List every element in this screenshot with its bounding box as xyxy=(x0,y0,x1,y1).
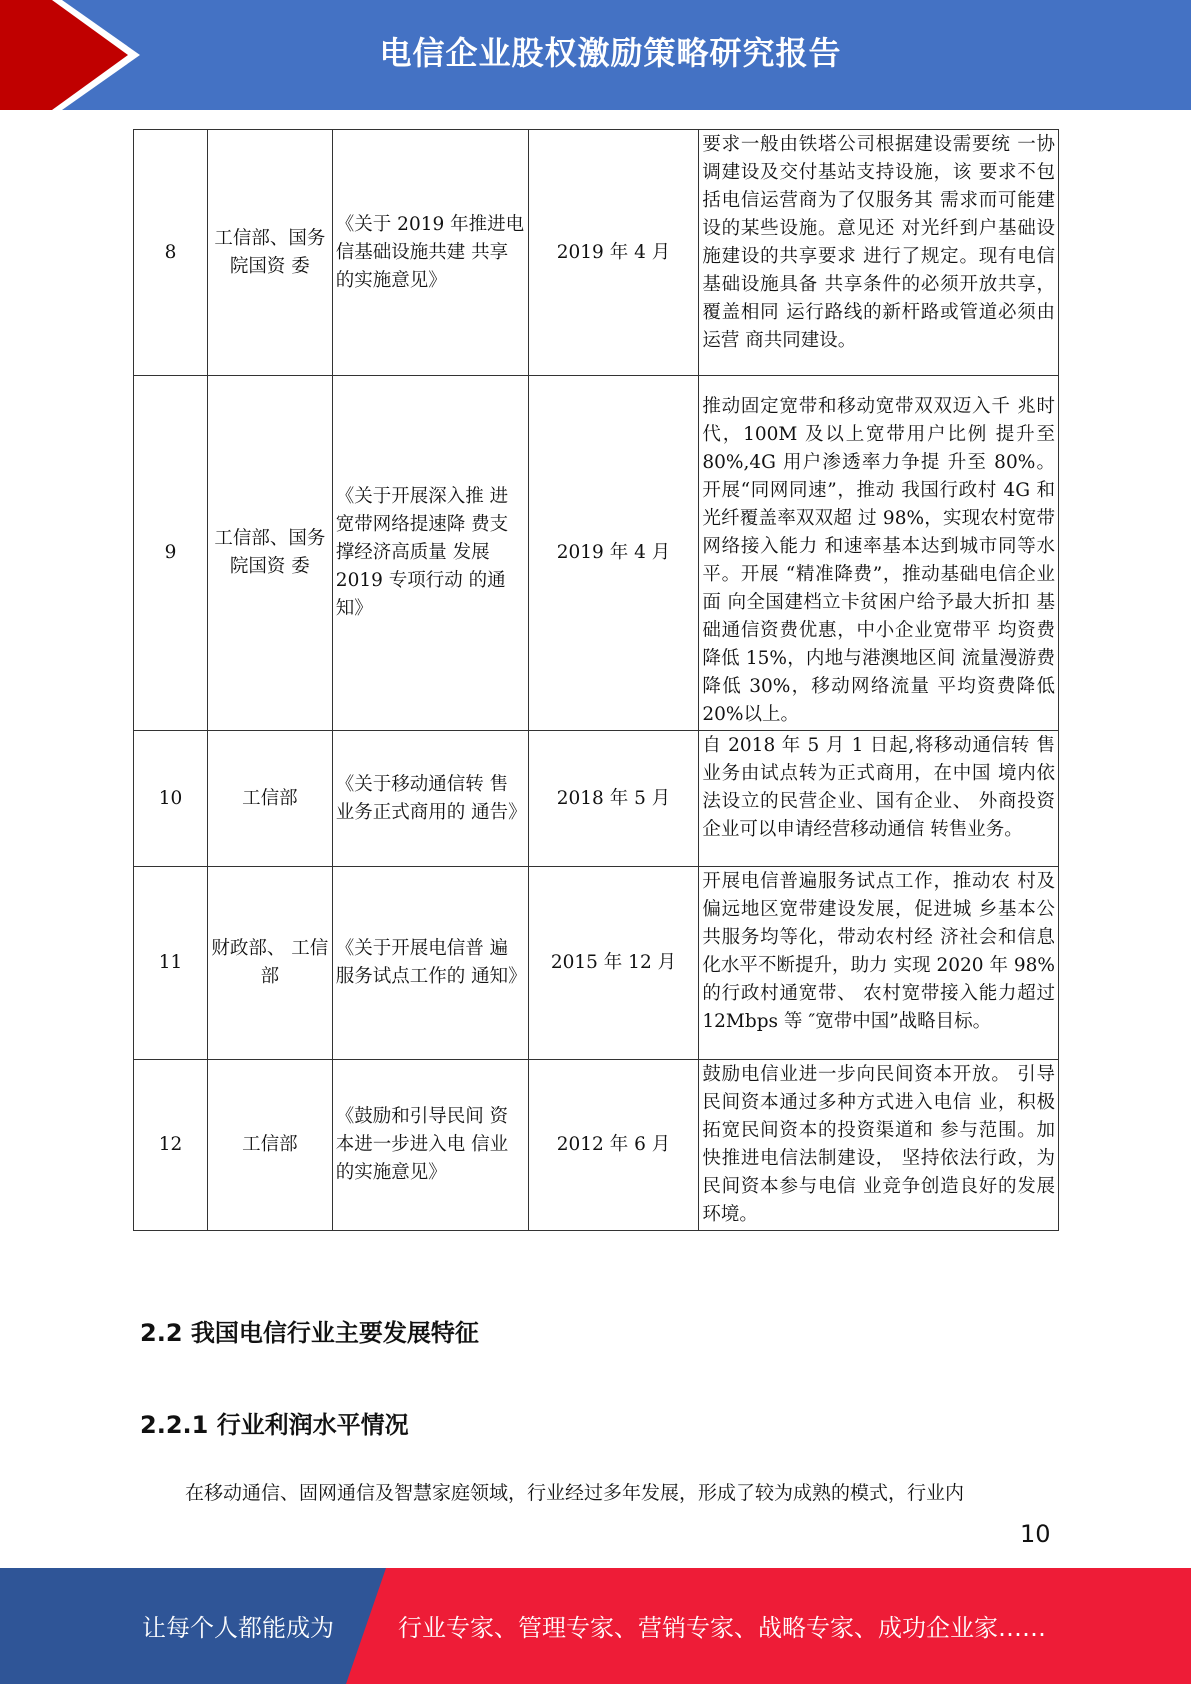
page-number: 10 xyxy=(1020,1520,1051,1548)
body-paragraph: 在移动通信、固网通信及智慧家庭领域，行业经过多年发展，形成了较为成熟的模式，行业内 xyxy=(185,1482,965,1504)
issue-date: 2015 年 12 月 xyxy=(528,867,699,1060)
row-number: 8 xyxy=(134,130,208,376)
policy-document: 《关于开展电信普 遍服务试点工作的 通知》 xyxy=(332,867,528,1060)
policy-document: 《关于开展深入推 进宽带网络提速降 费支撑经济高质量 发展 2019 专项行动 的通知》 xyxy=(332,376,528,731)
issue-date: 2012 年 6 月 xyxy=(528,1060,699,1231)
subsection-heading: 2.2.1 行业利润水平情况 xyxy=(140,1411,409,1439)
table-row xyxy=(134,867,1059,1060)
issuing-department: 工信部、国务院国资 委 xyxy=(207,130,332,376)
table-row xyxy=(134,731,1059,867)
page-footer xyxy=(0,1568,1191,1684)
row-number: 9 xyxy=(134,376,208,731)
policy-content: 鼓励电信业进一步向民间资本开放。 引导民间资本通过多种方式进入电信 业，积极拓宽民间资本的投资渠道和 参与范围。加快推进电信法制建设， 坚持依法行政，为民间资本参与电信 业竞争创造良好的发展环境。 xyxy=(699,1060,1059,1231)
footer-slogan-left: 让每个人都能成为 xyxy=(142,1614,334,1642)
issue-date: 2018 年 5 月 xyxy=(528,731,699,867)
policy-content: 推动固定宽带和移动宽带双双迈入千 兆时代，100M 及以上宽带用户比例 提升至 80%,4G 用户渗透率力争提 升至 80%。开展“同网同速”，推动 我国行政村 4G 和光纤覆盖率双双超 过 98%，实现农村宽带网络接入能力 和速率基本达到城市同等水平。开展 “精准降费”，推动基础电信企业面 向全国建档立卡贫困户给予最大折扣 基础通信资费优惠，中小企业宽带平 均资费降低 15%，内地与港澳地区间 流量漫游费降低 30%，移动网络流量 平均资费降低 20%以上。 xyxy=(699,376,1059,731)
policy-table xyxy=(133,129,1059,1231)
table-row xyxy=(134,130,1059,376)
issuing-department: 工信部 xyxy=(207,731,332,867)
row-number: 12 xyxy=(134,1060,208,1231)
issuing-department: 财政部、 工信部 xyxy=(207,867,332,1060)
table-row xyxy=(134,376,1059,731)
page-header xyxy=(0,0,1191,110)
policy-document: 《关于移动通信转 售业务正式商用的 通告》 xyxy=(332,731,528,867)
row-number: 10 xyxy=(134,731,208,867)
issuing-department: 工信部 xyxy=(207,1060,332,1231)
table-row xyxy=(134,1060,1059,1231)
policy-content: 自 2018 年 5 月 1 日起,将移动通信转 售业务由试点转为正式商用，在中国 境内依法设立的民营企业、国有企业、 外商投资企业可以申请经营移动通信 转售业务。 xyxy=(699,731,1059,867)
row-number: 11 xyxy=(134,867,208,1060)
report-title: 电信企业股权激励策略研究报告 xyxy=(379,34,842,72)
policy-content: 开展电信普遍服务试点工作，推动农 村及偏远地区宽带建设发展，促进城 乡基本公共服务均等化，带动农村经 济社会和信息化水平不断提升，助力 实现 2020 年 98%的行政村通宽带、 农村宽带接入能力超过 12Mbps 等 ″宽带中国”战略目标。 xyxy=(699,867,1059,1060)
issue-date: 2019 年 4 月 xyxy=(528,376,699,731)
policy-content: 要求一般由铁塔公司根据建设需要统 一协调建设及交付基站支持设施，该 要求不包括电信运营商为了仅服务其 需求而可能建设的某些设施。意见还 对光纤到户基础设施建设的共享要求 进行了规定。现有电信基础设施具备 共享条件的必须开放共享，覆盖相同 运行路线的新杆路或管道必须由运营 商共同建设。 xyxy=(699,130,1059,376)
issuing-department: 工信部、国务院国资 委 xyxy=(207,376,332,731)
issue-date: 2019 年 4 月 xyxy=(528,130,699,376)
section-heading: 2.2 我国电信行业主要发展特征 xyxy=(140,1319,479,1347)
policy-document: 《鼓励和引导民间 资本进一步进入电 信业的实施意见》 xyxy=(332,1060,528,1231)
footer-slogan-right: 行业专家、管理专家、营销专家、战略专家、成功企业家…… xyxy=(398,1614,1046,1642)
policy-document: 《关于 2019 年推进电信基础设施共建 共享的实施意见》 xyxy=(332,130,528,376)
